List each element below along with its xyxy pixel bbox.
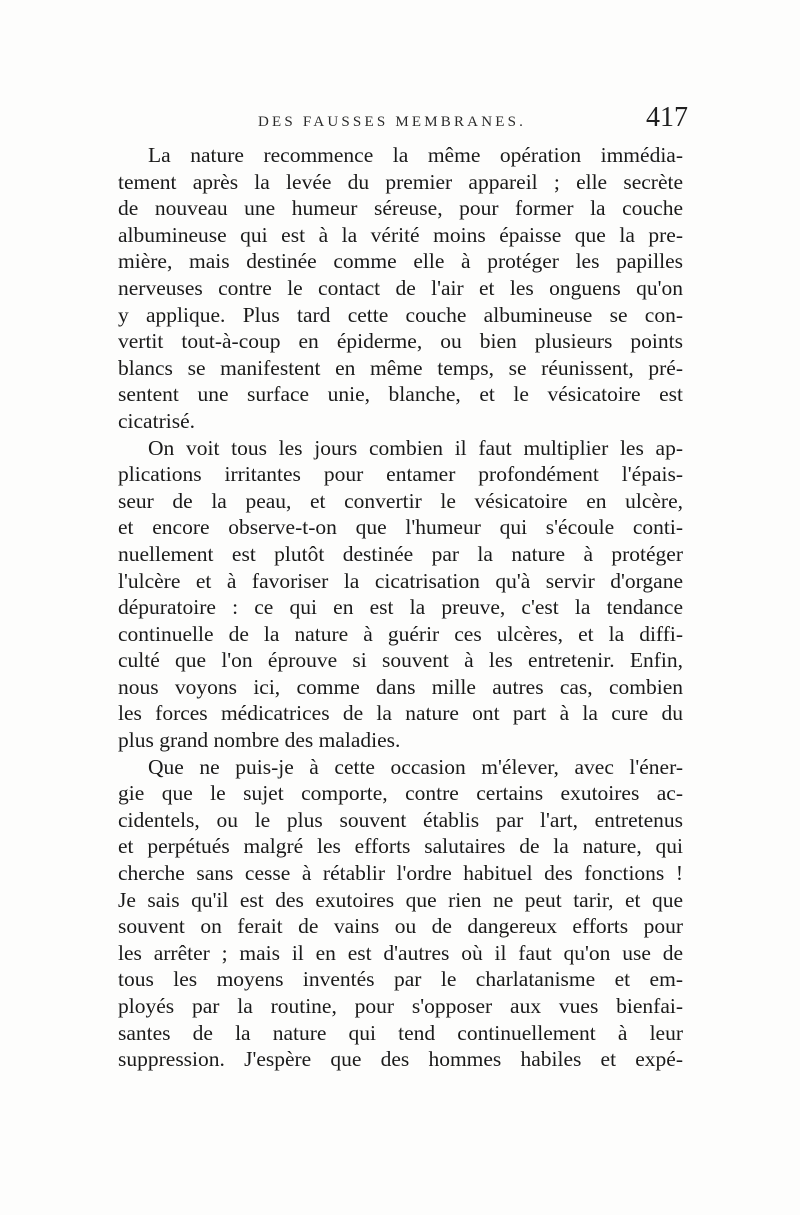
text-line: souvent on ferait de vains ou de dangereux efforts pour [118, 914, 683, 939]
text-line: tous les moyens inventés par le charlatanisme et em- [118, 967, 683, 992]
text-line: gie que le sujet comporte, contre certains exutoires ac- [118, 781, 683, 806]
paragraph [118, 142, 683, 435]
page-number: 417 [646, 102, 688, 133]
running-head: DES FAUSSES MEMBRANES. [258, 114, 527, 130]
paragraph [118, 754, 683, 1073]
text-line: les arrêter ; mais il en est d'autres où il faut qu'on use de [118, 940, 683, 965]
text-line: et perpétués malgré les efforts salutaires de la nature, qui [118, 834, 683, 859]
text-line: cicatrisé. [118, 408, 195, 433]
text-line: continuelle de la nature à guérir ces ulcères, et la diffi- [118, 621, 683, 646]
text-line: plus grand nombre des maladies. [118, 728, 401, 753]
text-line: plications irritantes pour entamer profondément l'épais- [118, 462, 683, 487]
text-line: et encore observe-t-on que l'humeur qui s'écoule conti- [118, 515, 683, 540]
text-line: dépuratoire : ce qui en est la preuve, c'est la tendance [118, 595, 683, 620]
text-line: tement après la levée du premier appareil ; elle secrète [118, 169, 683, 194]
text-line: les forces médicatrices de la nature ont part à la cure du [118, 701, 683, 726]
text-line: de nouveau une humeur séreuse, pour former la couche [118, 196, 683, 221]
text-line: suppression. J'espère que des hommes habiles et expé- [118, 1047, 683, 1072]
body-text [118, 142, 683, 1073]
text-line: sentent une surface unie, blanche, et le vésicatoire est [118, 382, 683, 407]
text-line: ployés par la routine, pour s'opposer aux vues bienfai- [118, 994, 683, 1018]
paragraph [118, 435, 683, 754]
text-line: nous voyons ici, comme dans mille autres cas, combien [118, 674, 683, 699]
text-line: vertit tout-à-coup en épiderme, ou bien plusieurs points [118, 329, 683, 354]
text-line: Que ne puis-je à cette occasion m'élever, avec l'éner- [148, 754, 683, 779]
text-line: mière, mais destinée comme elle à protéger les papilles [118, 249, 683, 274]
text-line: Je sais qu'il est des exutoires que rien ne peut tarir, et que [118, 887, 683, 912]
text-line: nuellement est plutôt destinée par la nature à protéger [118, 541, 683, 566]
text-line: l'ulcère et à favoriser la cicatrisation qu'à servir d'organe [118, 568, 683, 593]
text-line: seur de la peau, et convertir le vésicatoire en ulcère, [118, 488, 683, 513]
text-line: cherche sans cesse à rétablir l'ordre habituel des fonctions ! [118, 861, 683, 886]
text-line: culté que l'on éprouve si souvent à les entretenir. Enfin, [118, 648, 683, 673]
text-line: La nature recommence la même opération immédia- [148, 143, 683, 167]
page-header [118, 100, 688, 140]
text-line: nerveuses contre le contact de l'air et les onguens qu'on [118, 275, 683, 300]
text-line: albumineuse qui est à la vérité moins épaisse que la pre- [118, 222, 683, 247]
text-line: On voit tous les jours combien il faut multiplier les ap- [148, 435, 683, 460]
text-line: blancs se manifestent en même temps, se réunissent, pré- [118, 355, 683, 380]
text-line: santes de la nature qui tend continuellement à leur [118, 1020, 683, 1045]
text-line: y applique. Plus tard cette couche albumineuse se con- [118, 302, 683, 327]
text-line: cidentels, ou le plus souvent établis par l'art, entretenus [118, 807, 683, 832]
